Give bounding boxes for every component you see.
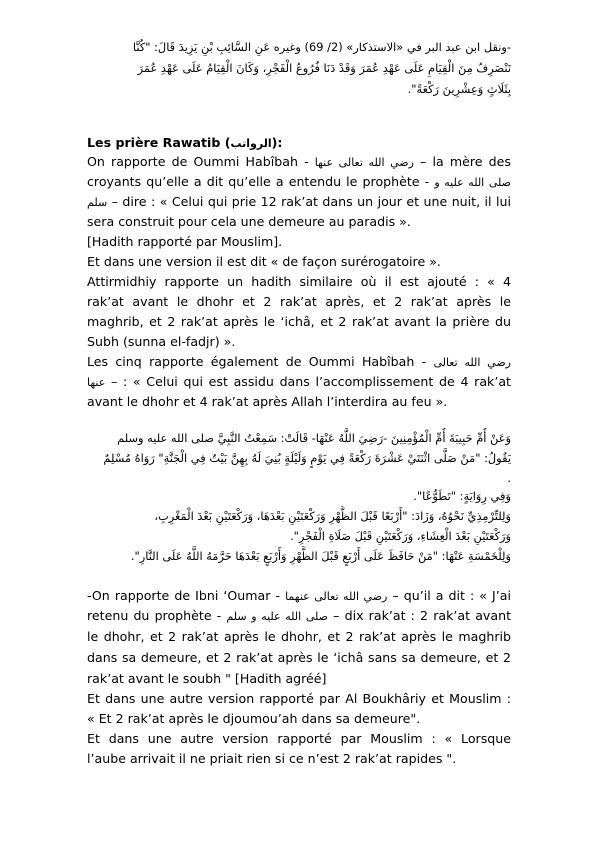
arabic-fragment: صلى الله عليه و <box>434 176 511 189</box>
text-fragment: – dire : « Celui qui prie 12 rak’at dans un jour et une nuit, il lui <box>107 194 511 209</box>
para1-line-9: maghrib, et 2 rak’at après le ‘ichâ, et 2 rak’at avant la prière du <box>87 314 511 329</box>
para2-line-4: dans sa demeure, et 2 rak’at après le ‘ichâ sans sa demeure, et 2 <box>87 650 511 665</box>
para2-line-7: « Et 2 rak’at après le djoumou’ah dans sa demeure". <box>87 711 421 726</box>
para1-line-8: rak’at avant le dhohr et 2 rak’at après, et 2 rak’at après le <box>87 294 511 309</box>
arabic-fragment: سلم <box>87 196 108 209</box>
arabic-fragment: رضي الله تعالى عنهما <box>285 590 388 603</box>
section-heading-fr: Les prière Rawatib ( <box>87 135 231 150</box>
arabic-fragment: رضي الله تعالى عنها <box>314 156 414 169</box>
para1-line-6: Et dans une version il est dit « de façon surérogatoire ». <box>87 254 441 269</box>
hadith-arabic-line-2: يَقُولُ: "مَنْ صَلَّى اثْنَتَيْ عَشْرَةَ رَكْعَةً فِي يَوْمٍ وَلَيْلَةٍ بُنِيَ لَهُ بِهِنَّ بَيْتٌ فِي الْجَنَّةِ" رَوَاهُ مُسْلِمٌ <box>103 451 511 465</box>
para2-line-8: Et dans une autre version rapporté par Mouslim : « Lorsque <box>87 731 511 746</box>
section-heading-end: ): <box>271 135 283 150</box>
para2-line-2 <box>87 606 511 627</box>
para1-line-13: avant le dhohr et 4 rak’at après Allah l’interdira au feu ». <box>87 394 448 409</box>
para1-line-12 <box>87 372 511 393</box>
para1-line-3 <box>87 192 511 213</box>
intro-arabic-line-1: -ونقل ابن عبد البر في «الاستذكار» (2/ 69) وغيره عَنِ السَّائِبِ بْنِ يَزِيدَ قَالَ: "كُنَّا <box>132 40 511 54</box>
text-fragment: -On rapporte de Ibni ‘Oumar - <box>87 588 286 603</box>
para1-line-7: Attirmidhiy rapporte un hadith similaire où il est ajouté : « 4 <box>87 274 511 289</box>
text-fragment: croyants qu’elle a dit qu’elle a entendu le prophète - <box>87 174 435 189</box>
arabic-fragment: رضي الله تعالى <box>433 356 511 369</box>
para2-line-5: rak’at avant le soubh " [Hadith agréé] <box>87 671 327 686</box>
section-heading <box>87 133 511 154</box>
hadith-arabic-line-5: وَلِلتِّرْمِذِيِّ نَحْوُهُ، وَزَادَ: "أَرْبَعًا قَبْلَ الظُّهْرِ وَرَكْعَتَيْنِ بَعْدَهَا، وَرَكْعَتَيْنِ بَعْدَ الْمَغْرِبِ، <box>154 509 511 523</box>
text-fragment: – la mère des <box>413 154 511 169</box>
arabic-fragment: صلى الله عليه و سلم <box>226 610 328 623</box>
para2-line-3: le dhohr, et 2 rak’at après le dhohr, et 2 rak’at après le maghrib <box>87 629 511 644</box>
hadith-arabic-line-1: وَعَنْ أُمِّ حَبِيبَةَ أُمِّ الْمُؤْمِنِينَ -رَضِيَ اللَّهُ عَنْهَا- قَالَتْ: سَمِعْتُ النَّبِيَّ صلى الله عليه وسلم <box>117 431 511 445</box>
text-fragment: – : « Celui qui est assidu dans l’accomplissement de 4 rak’at <box>105 374 511 389</box>
hadith-arabic-line-6: وَرَكْعَتَيْنِ بَعْدَ الْعِشَاءِ، وَرَكْعَتَيْنِ قَبْلَ صَلَاةِ الْفَجْرِ". <box>290 529 511 543</box>
intro-arabic-line-2: نَنْصَرِفُ مِنَ الْقِيَامِ عَلَى عَهْدِ عُمَرَ وَقَدْ دَنَا فُرُوعُ الْفَجْرِ، وَكَانَ الْقِيَامُ عَلَى عَهْدِ عُمَرَ <box>137 61 511 75</box>
intro-arabic-line-3: بِثَلَاثٍ وَعِشْرِينَ رَكْعَةً". <box>407 82 511 96</box>
text-fragment: retenu du prophète - <box>87 608 227 623</box>
hadith-arabic-line-7: وَلِلْخَمْسَةِ عَنْهَا: "مَنْ حَافَظَ عَلَى أَرْبَعٍ قَبْلَ الظُّهْرِ وَأَرْبَعٍ بَعْدَهَا حَرَّمَهُ اللَّهُ عَلَى النَّارِ". <box>130 549 511 563</box>
text-fragment: – dix rak’at : 2 rak’at avant <box>328 608 511 623</box>
para1-line-5: [Hadith rapporté par Mouslim]. <box>87 234 283 249</box>
para2-line-6: Et dans une autre version rapporté par Al Boukhâriy et Mouslim : <box>87 691 511 706</box>
para2-line-9: l’aube arrivait il ne priait rien si ce n’est 2 rak’at rapides ". <box>87 751 457 766</box>
text-fragment: – qu’il a dit : « J’ai <box>387 588 511 603</box>
text-fragment: Les cinq rapporte également de Oummi Habîbah - <box>87 354 434 369</box>
para1-line-1 <box>87 152 511 173</box>
para1-line-10: Subh (sunna el-fadjr) ». <box>87 334 236 349</box>
hadith-arabic-line-3: . <box>507 471 511 485</box>
hadith-arabic-line-4: وَفِي رِوَايَةٍ: "تَطَوُّعًا". <box>413 489 511 503</box>
para1-line-2 <box>87 172 511 193</box>
para1-line-11 <box>87 352 511 373</box>
arabic-fragment: عنها <box>87 376 106 389</box>
text-fragment: On rapporte de Oummi Habîbah - <box>87 154 315 169</box>
para1-line-4: sera construit pour cela une demeure au paradis ». <box>87 214 411 229</box>
para2-line-1 <box>87 586 511 607</box>
section-heading-ar: الرواتب <box>230 137 272 150</box>
